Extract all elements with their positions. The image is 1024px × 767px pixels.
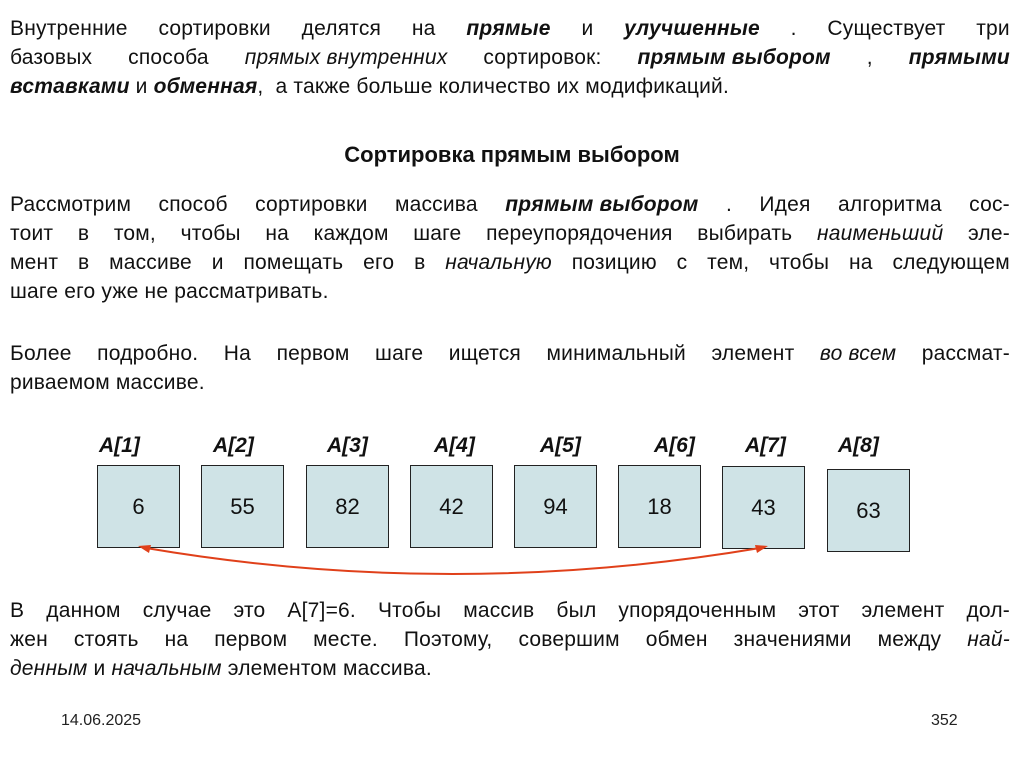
text-segment: совершим [518, 628, 620, 651]
text-segment: том, [113, 222, 156, 245]
text-segment: массиве [109, 251, 192, 274]
text-segment: делятся [301, 17, 382, 40]
array-label: A[1] [99, 434, 140, 457]
text-segment: . [725, 193, 732, 216]
text-segment: , [866, 46, 873, 69]
text-segment: улучшенные [624, 17, 760, 40]
text-segment: массива [394, 193, 478, 216]
text-segment: ищется [448, 342, 521, 365]
text-segment: сортировок: [483, 46, 602, 69]
text-segment: начальную [445, 251, 552, 274]
text-segment: начальным [111, 657, 222, 680]
text-segment: риваемом массиве. [10, 371, 205, 394]
text-segment: каждом [313, 222, 389, 245]
text-segment: с [676, 251, 688, 274]
array-cell: 63 [827, 469, 910, 552]
array-label: A[4] [434, 434, 475, 457]
array-label: A[7] [745, 434, 786, 457]
text-segment: прямые [466, 17, 551, 40]
text-segment: най- [967, 628, 1010, 651]
text-segment: и [581, 17, 594, 40]
text-segment: Поэтому, [403, 628, 493, 651]
conclusion-paragraph [10, 596, 1010, 683]
text-segment: был [556, 599, 597, 622]
text-segment: и [211, 251, 224, 274]
text-segment: первом [276, 342, 350, 365]
text-line [10, 654, 1010, 683]
text-segment: на [265, 222, 290, 245]
text-segment: мент [10, 251, 59, 274]
arrow-head-right [755, 545, 768, 553]
text-segment: денным [10, 657, 88, 680]
text-segment: сос- [969, 193, 1010, 216]
array-cell: 55 [201, 465, 284, 548]
text-segment: элементом массива. [221, 657, 432, 680]
array-cell: 18 [618, 465, 701, 548]
text-segment: стоять [73, 628, 139, 651]
text-segment: , а также больше количество их модификаций. [257, 75, 729, 98]
text-segment: на [411, 17, 436, 40]
text-segment: значениями [733, 628, 852, 651]
text-segment: наименьший [816, 222, 944, 245]
array-label: A[8] [838, 434, 879, 457]
text-segment: минимальный [546, 342, 686, 365]
text-segment: случае [142, 599, 212, 622]
section-heading: Сортировка прямым выбором [344, 142, 680, 167]
text-segment: прямых внутренних [244, 46, 448, 69]
text-segment: первом [214, 628, 288, 651]
text-segment: упорядоченным [618, 599, 777, 622]
text-segment: и [129, 75, 154, 98]
text-segment: подробно. [97, 342, 199, 365]
text-segment: элемент [861, 599, 945, 622]
text-segment: жен [10, 628, 48, 651]
text-segment: чтобы [769, 251, 830, 274]
array-cell: 42 [410, 465, 493, 548]
text-segment: позицию [571, 251, 657, 274]
text-segment: A[7]=6. [287, 599, 356, 622]
text-segment: его [363, 251, 395, 274]
text-segment: сортировки [158, 17, 271, 40]
text-segment: сортировки [255, 193, 368, 216]
text-segment: Более [10, 342, 72, 365]
text-segment: этот [798, 599, 840, 622]
text-line [10, 596, 1010, 625]
text-segment: способ [158, 193, 228, 216]
text-segment: шаге [413, 222, 462, 245]
text-segment: алгоритма [838, 193, 942, 216]
text-segment: Рассмотрим [10, 193, 132, 216]
text-segment: во всем [819, 342, 897, 365]
swap-arrow-path [146, 548, 760, 574]
array-label: A[6] [654, 434, 695, 457]
text-segment: В [10, 599, 25, 622]
footer-date: 14.06.2025 [61, 712, 142, 729]
text-segment: Чтобы [377, 599, 442, 622]
array-cell: 94 [514, 465, 597, 548]
text-segment: Существует [827, 17, 946, 40]
arrow-head-left [138, 545, 151, 553]
text-segment: месте. [313, 628, 378, 651]
array-cell: 43 [722, 466, 805, 549]
array-cell: 6 [97, 465, 180, 548]
text-segment: чтобы [180, 222, 241, 245]
text-segment: три [976, 17, 1010, 40]
text-segment: вставками [10, 75, 130, 98]
text-segment: способа [128, 46, 209, 69]
footer-page-number: 352 [931, 712, 958, 729]
text-segment: между [877, 628, 942, 651]
text-segment: в [77, 251, 90, 274]
text-segment: . [790, 17, 797, 40]
text-segment: шаге [375, 342, 424, 365]
text-segment: Идея [759, 193, 811, 216]
text-segment: в [77, 222, 90, 245]
text-segment: элемент [711, 342, 795, 365]
text-segment: тоит [10, 222, 54, 245]
text-segment: следующем [892, 251, 1010, 274]
text-segment: прямым выбором [637, 46, 831, 69]
text-segment: на [164, 628, 189, 651]
text-segment: рассмат- [921, 342, 1010, 365]
text-segment: в [414, 251, 426, 274]
array-label: A[5] [540, 434, 581, 457]
array-label: A[3] [327, 434, 368, 457]
text-segment: На [223, 342, 252, 365]
array-label: A[2] [213, 434, 254, 457]
text-line [10, 625, 1010, 654]
text-segment: это [233, 599, 266, 622]
text-segment: базовых [10, 46, 93, 69]
text-segment: шаге его уже не рассматривать. [10, 280, 329, 303]
text-segment: выбирать [697, 222, 793, 245]
text-segment: и [87, 657, 112, 680]
text-segment: прямыми [908, 46, 1010, 69]
text-segment: обмен [645, 628, 708, 651]
text-segment: на [848, 251, 873, 274]
text-segment: тем, [707, 251, 750, 274]
text-segment: Внутренние [10, 17, 128, 40]
text-segment: данном [46, 599, 121, 622]
text-segment: переупорядочения [486, 222, 673, 245]
array-cell: 82 [306, 465, 389, 548]
text-segment: обменная [153, 75, 258, 98]
text-segment: массив [463, 599, 535, 622]
text-segment: помещать [243, 251, 344, 274]
text-segment: дол- [966, 599, 1010, 622]
text-segment: прямым выбором [505, 193, 699, 216]
text-segment: эле- [967, 222, 1010, 245]
